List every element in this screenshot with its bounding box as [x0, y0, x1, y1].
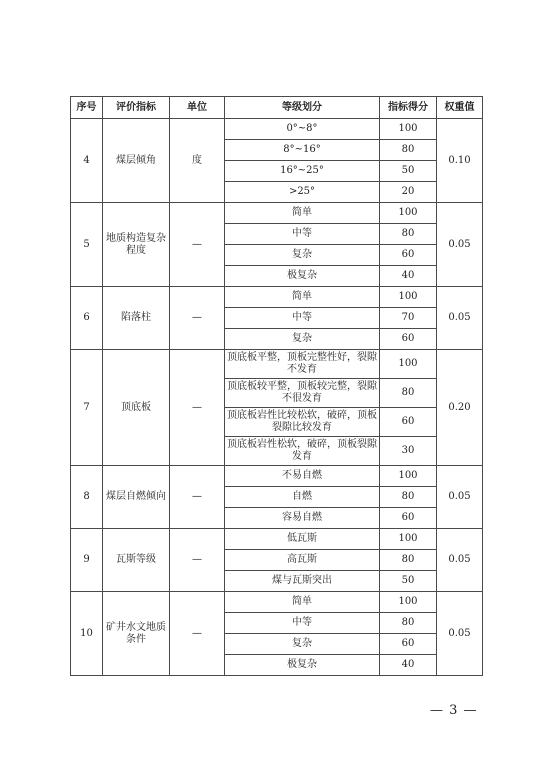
row-grade: 简单 [225, 287, 380, 308]
header-index: 序号 [71, 97, 103, 119]
table-row [71, 529, 483, 550]
row-score: 70 [380, 308, 437, 329]
table-row [71, 592, 483, 613]
row-score: 100 [380, 350, 437, 379]
row-score: 100 [380, 466, 437, 487]
table-row [71, 119, 483, 140]
row-grade: 高瓦斯 [225, 550, 380, 571]
row-grade: 顶底板岩性比较松软，破碎，顶板裂隙比较发育 [225, 408, 380, 437]
row-unit: — [170, 466, 225, 529]
row-unit: — [170, 529, 225, 592]
row-index: 6 [71, 287, 103, 350]
header-grade: 等级划分 [225, 97, 380, 119]
row-grade: 极复杂 [225, 655, 380, 676]
table-body [71, 119, 483, 676]
row-weight: 0.20 [437, 350, 483, 466]
row-weight: 0.05 [437, 592, 483, 676]
row-score: 30 [380, 437, 437, 466]
row-score: 100 [380, 529, 437, 550]
row-grade: 复杂 [225, 329, 380, 350]
row-score: 20 [380, 182, 437, 203]
row-grade: 自燃 [225, 487, 380, 508]
row-index: 5 [71, 203, 103, 287]
row-weight: 0.05 [437, 287, 483, 350]
row-score: 60 [380, 329, 437, 350]
row-score: 60 [380, 634, 437, 655]
row-index: 9 [71, 529, 103, 592]
row-grade: 简单 [225, 203, 380, 224]
row-score: 40 [380, 655, 437, 676]
row-index: 7 [71, 350, 103, 466]
row-grade: 复杂 [225, 634, 380, 655]
row-grade: 不易自燃 [225, 466, 380, 487]
row-score: 100 [380, 287, 437, 308]
row-indicator: 煤层倾角 [103, 119, 170, 203]
row-grade: 顶底板较平整，顶板较完整，裂隙不很发育 [225, 379, 380, 408]
row-index: 8 [71, 466, 103, 529]
header-unit: 单位 [170, 97, 225, 119]
table-row [71, 466, 483, 487]
row-indicator: 陷落柱 [103, 287, 170, 350]
row-grade: 煤与瓦斯突出 [225, 571, 380, 592]
evaluation-table [70, 96, 483, 676]
table-row [71, 287, 483, 308]
row-indicator: 矿井水文地质条件 [103, 592, 170, 676]
row-grade: 极复杂 [225, 266, 380, 287]
row-grade: >25° [225, 182, 380, 203]
row-score: 100 [380, 203, 437, 224]
row-unit: — [170, 592, 225, 676]
row-weight: 0.05 [437, 203, 483, 287]
row-score: 50 [380, 161, 437, 182]
table-header [71, 97, 483, 119]
row-indicator: 煤层自燃倾向 [103, 466, 170, 529]
row-grade: 容易自燃 [225, 508, 380, 529]
row-score: 80 [380, 613, 437, 634]
row-grade: 16°~25° [225, 161, 380, 182]
row-grade: 简单 [225, 592, 380, 613]
row-grade: 顶底板平整，顶板完整性好，裂隙不发育 [225, 350, 380, 379]
row-score: 60 [380, 408, 437, 437]
row-score: 80 [380, 487, 437, 508]
row-indicator: 瓦斯等级 [103, 529, 170, 592]
row-score: 100 [380, 119, 437, 140]
row-unit: — [170, 203, 225, 287]
row-weight: 0.05 [437, 466, 483, 529]
row-unit: — [170, 350, 225, 466]
header-indicator: 评价指标 [103, 97, 170, 119]
row-weight: 0.10 [437, 119, 483, 203]
row-grade: 复杂 [225, 245, 380, 266]
row-score: 80 [380, 140, 437, 161]
row-score: 80 [380, 379, 437, 408]
row-score: 50 [380, 571, 437, 592]
row-grade: 中等 [225, 613, 380, 634]
row-index: 4 [71, 119, 103, 203]
row-grade: 中等 [225, 308, 380, 329]
table-row [71, 350, 483, 379]
row-weight: 0.05 [437, 529, 483, 592]
row-unit: — [170, 287, 225, 350]
row-score: 80 [380, 224, 437, 245]
row-grade: 0°~8° [225, 119, 380, 140]
row-indicator: 地质构造复杂程度 [103, 203, 170, 287]
row-grade: 顶底板岩性松软，破碎，顶板裂隙发育 [225, 437, 380, 466]
row-grade: 低瓦斯 [225, 529, 380, 550]
row-score: 60 [380, 508, 437, 529]
row-score: 40 [380, 266, 437, 287]
row-indicator: 顶底板 [103, 350, 170, 466]
row-unit: 度 [170, 119, 225, 203]
header-score: 指标得分 [380, 97, 437, 119]
row-score: 60 [380, 245, 437, 266]
row-grade: 中等 [225, 224, 380, 245]
page-number: — 3 — [430, 703, 478, 718]
header-weight: 权重值 [437, 97, 483, 119]
row-score: 100 [380, 592, 437, 613]
header-row [71, 97, 483, 119]
row-score: 80 [380, 550, 437, 571]
table-row [71, 203, 483, 224]
row-index: 10 [71, 592, 103, 676]
row-grade: 8°~16° [225, 140, 380, 161]
